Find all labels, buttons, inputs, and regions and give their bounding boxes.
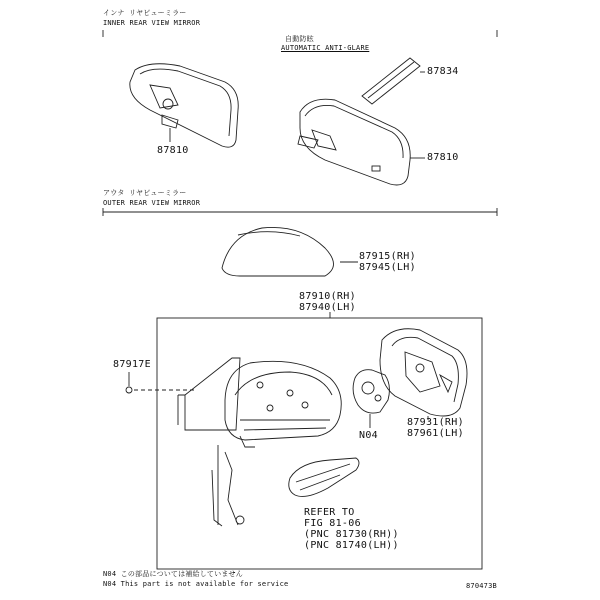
refer-line-2: FIG 81-06 <box>304 518 361 529</box>
outer-mirror-housing <box>178 358 341 526</box>
part-87810-auto-label: 87810 <box>427 152 459 163</box>
note-jp: N04 この部品については補給していません <box>103 570 243 578</box>
part-87910-label: 87910(RH) <box>299 291 356 302</box>
refer-line-1: REFER TO <box>304 507 355 518</box>
part-87940-label: 87940(LH) <box>299 302 356 313</box>
part-87834-label: 87834 <box>427 66 459 77</box>
outer-mirror-cover <box>222 227 334 276</box>
side-turn-lamp <box>289 458 359 496</box>
part-87810-standard-label: 87810 <box>157 145 189 156</box>
outer-section-rule <box>103 208 497 216</box>
auto-anti-glare-en: AUTOMATIC ANTI-GLARE <box>281 44 370 52</box>
part-87917e-label: 87917E <box>113 359 151 370</box>
part-n04-label: N04 <box>359 430 378 441</box>
part-87961-label: 87961(LH) <box>407 428 464 439</box>
figure-id: 870473B <box>466 582 497 590</box>
refer-line-3: (PNC 81730(RH)) <box>304 529 399 540</box>
part-87931-label: 87931(RH) <box>407 417 464 428</box>
inner-title-en: INNER REAR VIEW MIRROR <box>103 19 201 27</box>
screw-87917e <box>126 372 195 393</box>
inner-mirror-auto-dimming <box>298 99 410 185</box>
part-87915-label: 87915(RH) <box>359 251 416 262</box>
part-87945-label: 87945(LH) <box>359 262 416 273</box>
inner-title-jp: インナ リヤビューミラー <box>103 9 187 17</box>
mirror-actuator <box>353 370 389 428</box>
outer-title-jp: アウタ リヤビューミラー <box>103 189 187 197</box>
note-en: N04 This part is not available for service <box>103 580 289 588</box>
mirror-cover-87834 <box>362 58 420 104</box>
inner-mirror-standard <box>130 64 238 147</box>
refer-line-4: (PNC 81740(LH)) <box>304 540 399 551</box>
mirror-glass <box>380 329 467 416</box>
auto-anti-glare-jp: 自動防眩 <box>285 35 314 43</box>
outer-title-en: OUTER REAR VIEW MIRROR <box>103 199 201 207</box>
